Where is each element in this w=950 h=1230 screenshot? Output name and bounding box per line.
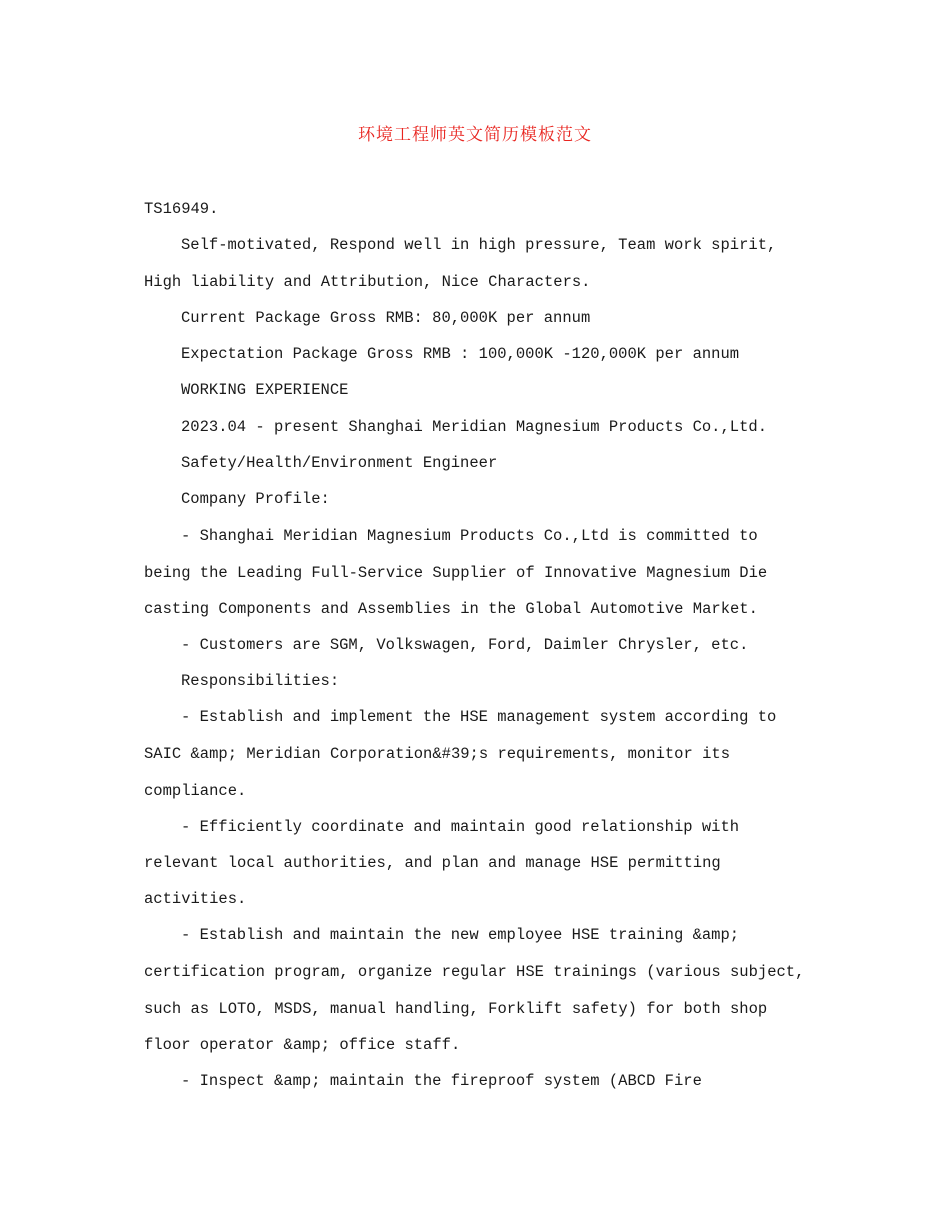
text-line: - Establish and maintain the new employee HSE training &amp;: [181, 926, 740, 944]
text-line: - Customers are SGM, Volkswagen, Ford, Daimler Chrysler, etc.: [181, 636, 749, 654]
text-line: - Efficiently coordinate and maintain good relationship with: [181, 818, 740, 836]
text-line: - Inspect &amp; maintain the fireproof system (ABCD Fire: [181, 1072, 702, 1090]
text-line: compliance.: [144, 782, 247, 800]
text-line: TS16949.: [144, 200, 219, 218]
text-line: relevant local authorities, and plan and manage HSE permitting: [144, 854, 721, 872]
text-line: High liability and Attribution, Nice Characters.: [144, 273, 591, 291]
text-line: Self-motivated, Respond well in high pressure, Team work spirit,: [181, 236, 777, 254]
text-line: Safety/Health/Environment Engineer: [181, 454, 498, 472]
text-line: - Establish and implement the HSE management system according to: [181, 708, 777, 726]
text-line: Expectation Package Gross RMB : 100,000K -120,000K per annum: [181, 345, 740, 363]
text-line: casting Components and Assemblies in the Global Automotive Market.: [144, 600, 758, 618]
text-line: activities.: [144, 890, 247, 908]
text-line: SAIC &amp; Meridian Corporation&#39;s requirements, monitor its: [144, 745, 730, 763]
document-title: 环境工程师英文简历模板范文: [358, 125, 592, 145]
text-line: 2023.04 - present Shanghai Meridian Magnesium Products Co.,Ltd.: [181, 418, 767, 436]
text-line: Current Package Gross RMB: 80,000K per annum: [181, 309, 591, 327]
text-line: Responsibilities:: [181, 672, 340, 690]
text-line: floor operator &amp; office staff.: [144, 1036, 461, 1054]
section-heading: WORKING EXPERIENCE: [181, 381, 349, 399]
text-line: certification program, organize regular HSE trainings (various subject,: [144, 963, 805, 981]
text-line: being the Leading Full-Service Supplier of Innovative Magnesium Die: [144, 564, 768, 582]
text-line: such as LOTO, MSDS, manual handling, Forklift safety) for both shop: [144, 1000, 768, 1018]
text-line: Company Profile:: [181, 490, 330, 508]
text-line: - Shanghai Meridian Magnesium Products Co.,Ltd is committed to: [181, 527, 758, 545]
